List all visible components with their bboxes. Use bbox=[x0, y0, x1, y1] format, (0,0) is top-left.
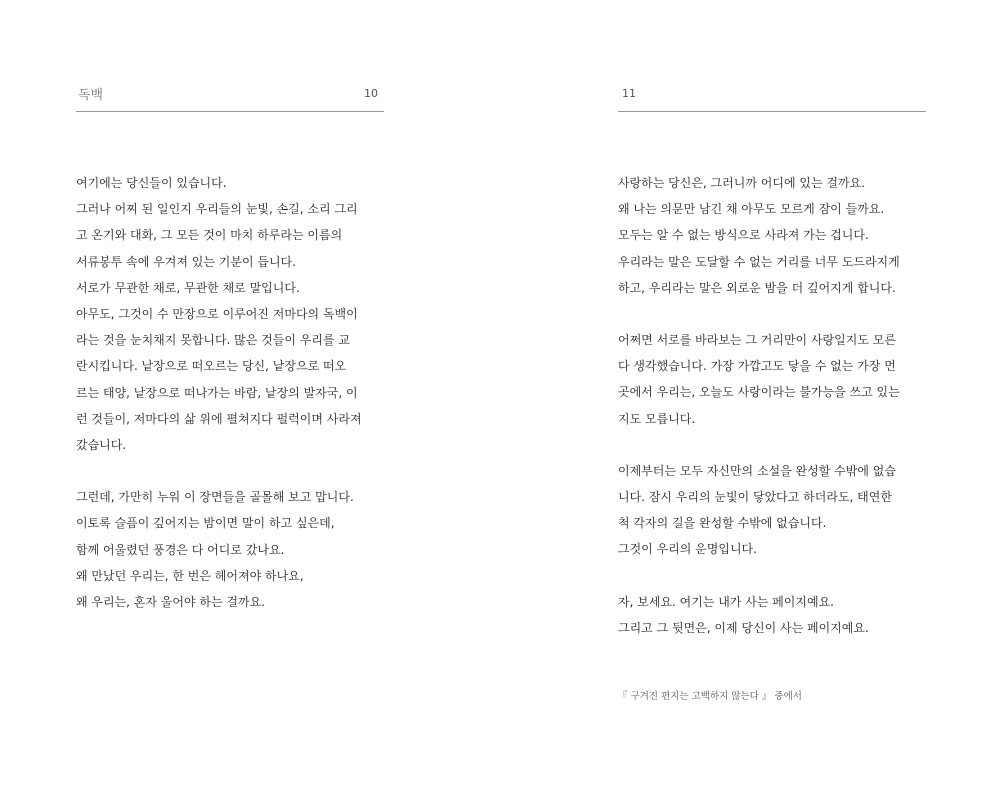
text-line: 고 온기와 대화, 그 모든 것이 마치 하루라는 이름의 bbox=[76, 228, 343, 243]
text-line: 서류봉투 속에 우겨져 있는 기분이 듭니다. bbox=[76, 254, 296, 269]
page-number-right: 11 bbox=[622, 87, 636, 100]
paragraph bbox=[618, 458, 926, 563]
paragraph bbox=[76, 170, 384, 458]
page-number-left: 10 bbox=[364, 87, 378, 100]
text-line: 우리라는 말은 도달할 수 없는 거리를 너무 도드라지게 bbox=[618, 254, 900, 269]
text-line: 사랑하는 당신은, 그러니까 어디에 있는 걸까요. bbox=[618, 176, 865, 190]
paragraph bbox=[76, 484, 384, 615]
paragraph bbox=[618, 170, 926, 301]
text-line: 아무도, 그것이 수 만장으로 이루어진 저마다의 독백이 bbox=[76, 307, 358, 322]
right-page bbox=[618, 0, 926, 785]
right-page-body bbox=[618, 170, 926, 667]
text-line: 런 것들이, 저마다의 삶 위에 펼쳐지다 펄럭이며 사라져 bbox=[76, 411, 362, 426]
paragraph bbox=[618, 589, 926, 641]
text-line: 지도 모릅니다. bbox=[618, 411, 696, 426]
text-line: 라는 것을 눈치채지 못합니다. 많은 것들이 우리를 교 bbox=[76, 333, 350, 348]
text-line: 곳에서 우리는, 오늘도 사랑이라는 불가능을 쓰고 있는 bbox=[618, 385, 900, 400]
text-line: 모두는 알 수 없는 방식으로 사라져 가는 겁니다. bbox=[618, 228, 869, 243]
text-line: 왜 나는 의문만 남긴 채 아무도 모르게 잠이 들까요. bbox=[618, 202, 885, 217]
running-title: 독백 bbox=[78, 88, 104, 103]
text-line: 여기에는 당신들이 있습니다. bbox=[76, 176, 227, 190]
left-page-header bbox=[76, 80, 384, 112]
text-line: 이제부터는 모두 자신만의 소설을 완성할 수밖에 없습 bbox=[618, 463, 896, 478]
text-line: 그것이 우리의 운명입니다. bbox=[618, 542, 757, 557]
text-line: 갔습니다. bbox=[76, 438, 127, 453]
text-line: 왜 만났던 우리는, 한 번은 헤어져야 하나요, bbox=[76, 568, 304, 583]
text-line: 자, 보세요. 여기는 내가 사는 페이지예요. bbox=[618, 594, 834, 609]
paragraph bbox=[618, 327, 926, 432]
text-line: 척 각자의 길을 완성할 수밖에 없습니다. bbox=[618, 516, 827, 531]
right-page-header bbox=[618, 80, 926, 112]
text-line: 하고, 우리라는 말은 외로운 밤을 더 깊어지게 합니다. bbox=[618, 280, 896, 295]
text-line: 르는 태양, 낱장으로 떠나가는 바람, 낱장의 발자국, 이 bbox=[76, 385, 358, 400]
left-page bbox=[76, 0, 384, 785]
text-line: 니다. 잠시 우리의 눈빛이 닿았다고 하더라도, 태연한 bbox=[618, 490, 892, 505]
text-line: 그리고 그 뒷면은, 이제 당신이 사는 페이지예요. bbox=[618, 620, 869, 635]
text-line: 다 생각했습니다. 가장 가깝고도 닿을 수 없는 가장 먼 bbox=[618, 359, 896, 374]
text-line: 그런데, 가만히 누워 이 장면들을 골몰해 보고 맙니다. bbox=[76, 490, 354, 505]
source-citation: 『 구겨진 편지는 고백하지 않는다 』 중에서 bbox=[618, 691, 802, 702]
text-line: 왜 우리는, 혼자 울어야 하는 걸까요. bbox=[76, 595, 265, 610]
text-line: 어쩌면 서로를 바라보는 그 거리만이 사랑일지도 모른 bbox=[618, 333, 896, 348]
left-page-body bbox=[76, 170, 384, 641]
text-line: 란시킵니다. 낱장으로 떠오르는 당신, 낱장으로 떠오 bbox=[76, 359, 347, 374]
text-line: 함께 어울렸던 풍경은 다 어디로 갔나요. bbox=[76, 542, 285, 557]
header-divider-left bbox=[76, 111, 384, 112]
text-line: 서로가 무관한 채로, 무관한 채로 말입니다. bbox=[76, 280, 300, 295]
header-divider-right bbox=[618, 111, 926, 112]
text-line: 이토록 슬픔이 깊어지는 밤이면 말이 하고 싶은데, bbox=[76, 516, 335, 531]
text-line: 그러나 어찌 된 일인지 우리들의 눈빛, 손길, 소리 그리 bbox=[76, 202, 358, 217]
